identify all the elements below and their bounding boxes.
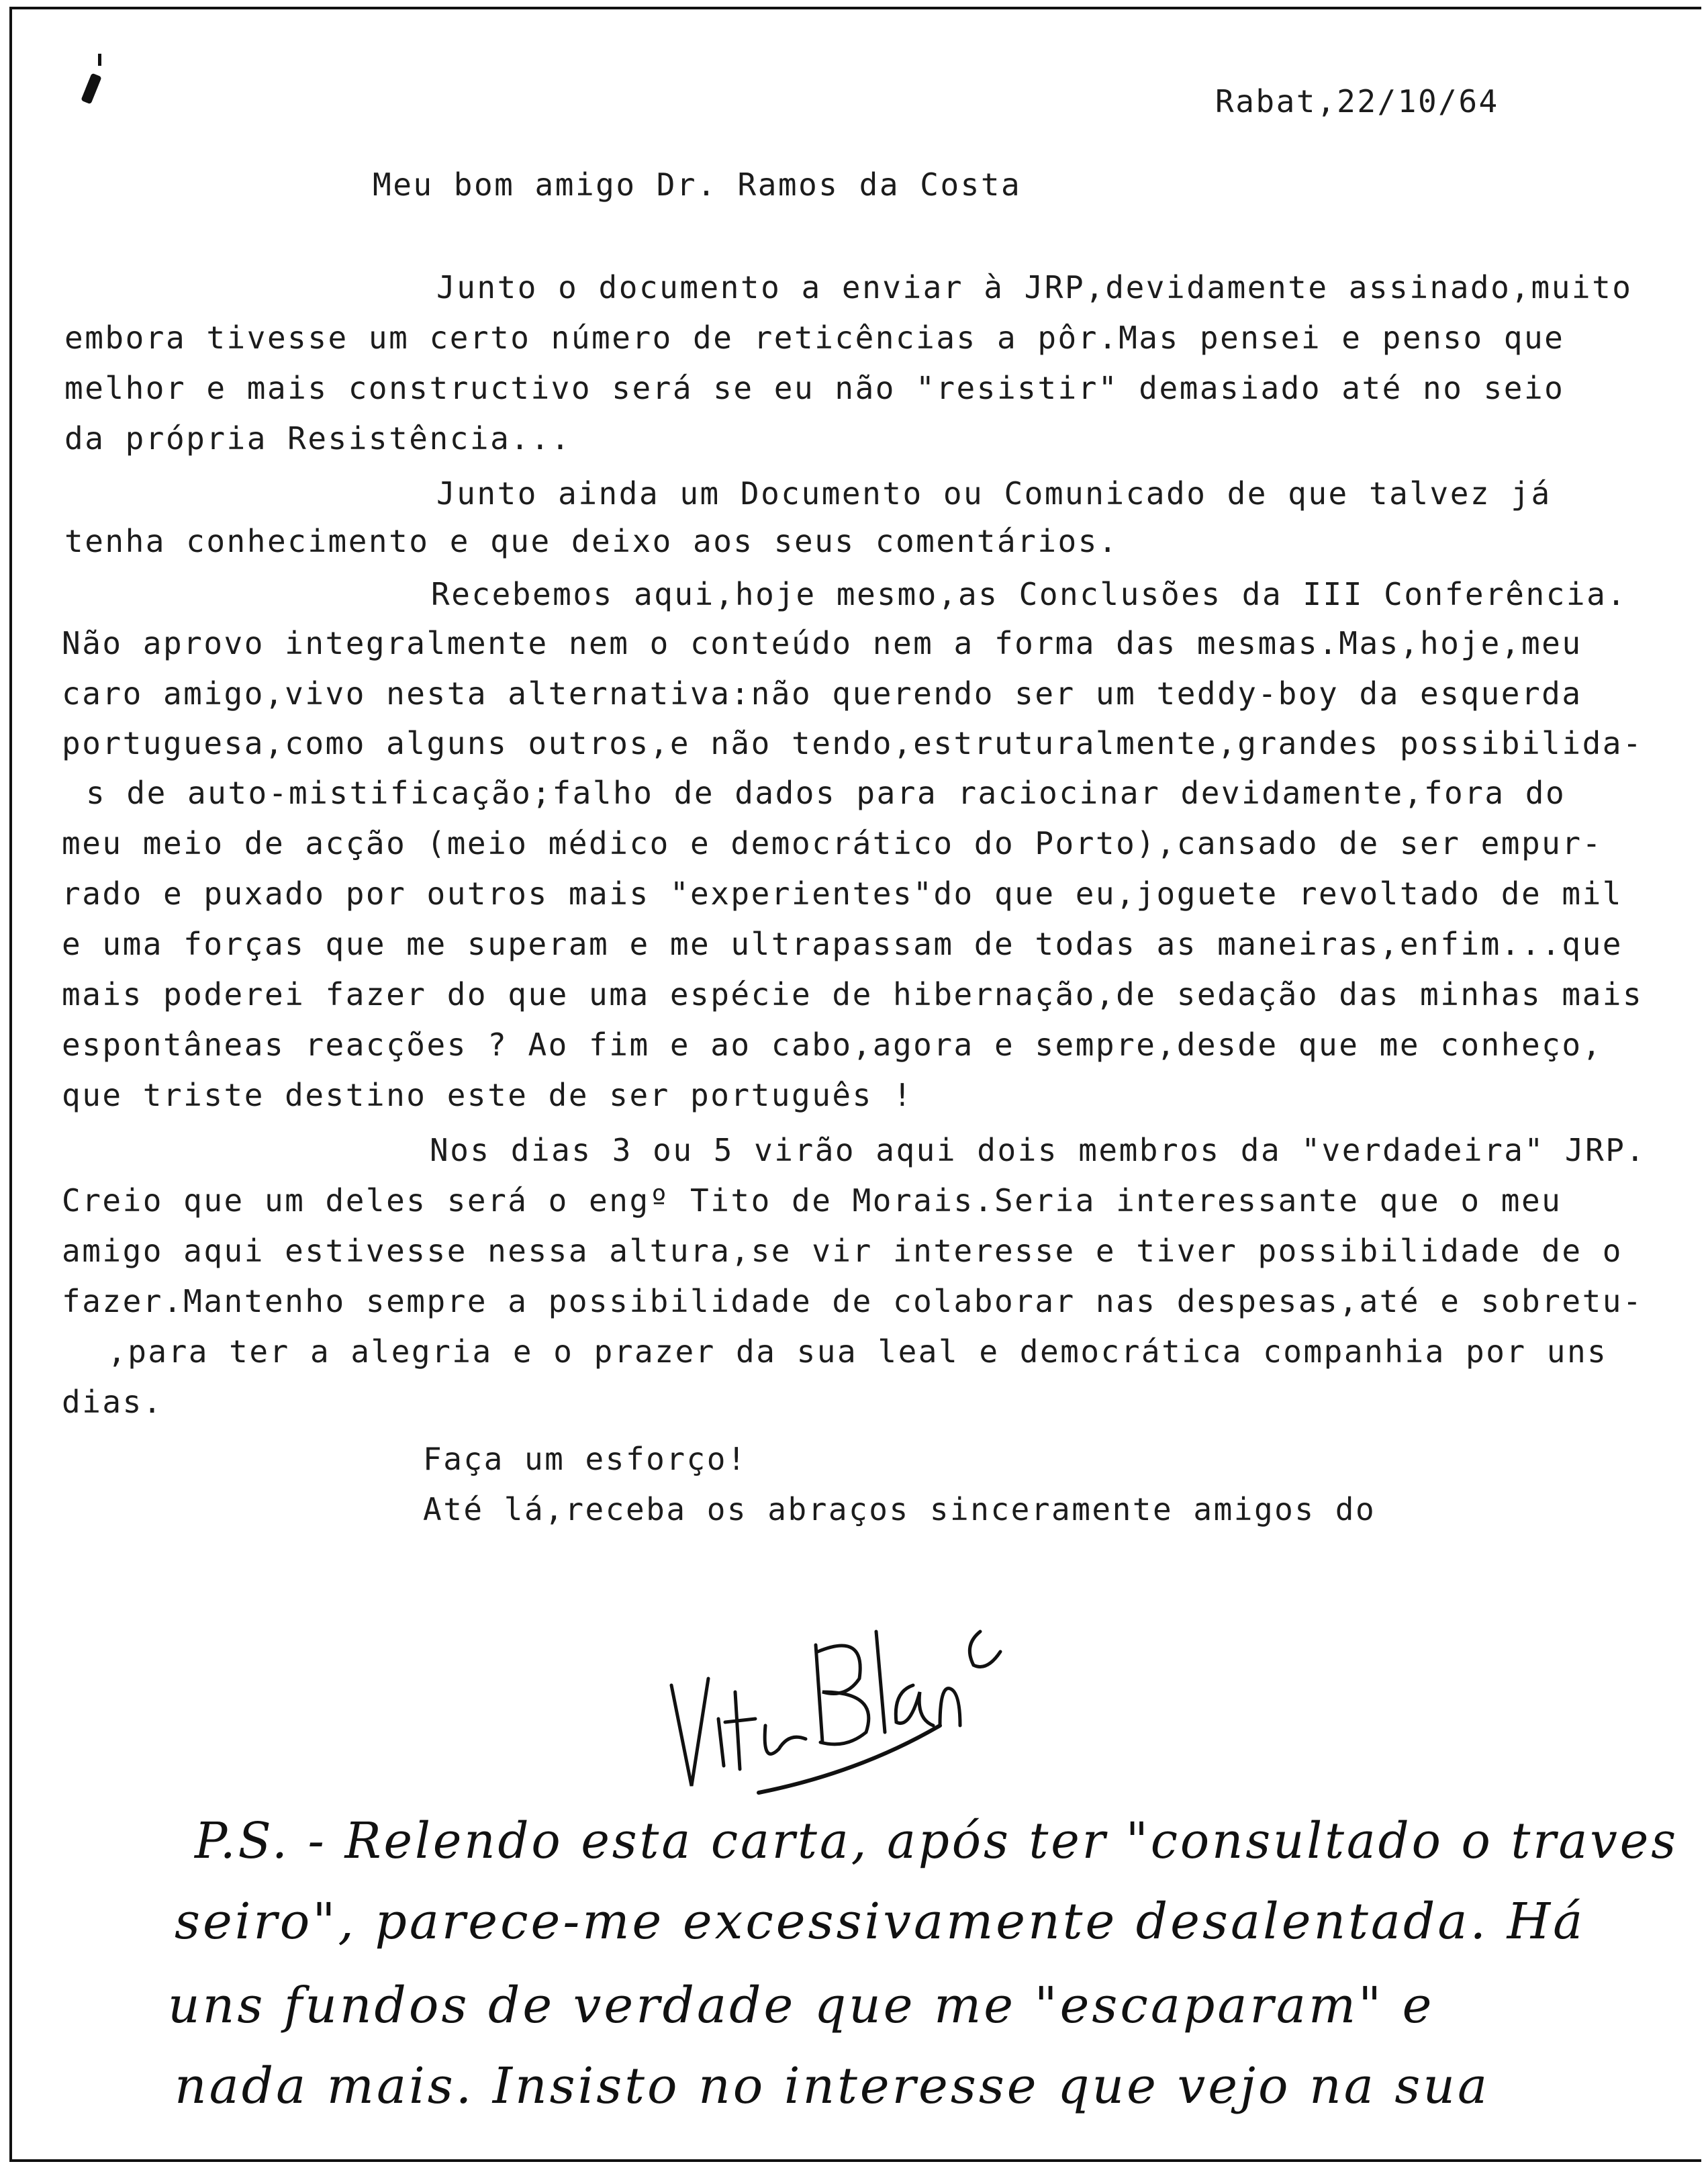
- body-line: tenha conhecimento e que deixo aos seus comentários.: [64, 523, 1119, 559]
- letter-salutation: Meu bom amigo Dr. Ramos da Costa: [373, 167, 1022, 203]
- body-line: Faça um esforço!: [423, 1441, 748, 1477]
- body-line: embora tivesse um certo número de reticências a pôr.Mas pensei e penso que: [64, 320, 1565, 356]
- body-line: portuguesa,como alguns outros,e não tendo,estruturalmente,grandes possibilida-: [62, 725, 1644, 761]
- body-line: e uma forças que me superam e me ultrapassam de todas as maneiras,enfim...que: [62, 926, 1623, 962]
- letter-date: Rabat,22/10/64: [1215, 83, 1499, 120]
- body-line: Junto o documento a enviar à JRP,devidamente assinado,muito: [436, 269, 1633, 305]
- body-line: fazer.Mantenho sempre a possibilidade de colaborar nas despesas,até e sobretu-: [62, 1283, 1644, 1319]
- body-line: Nos dias 3 ou 5 virão aqui dois membros da "verdadeira" JRP.: [430, 1132, 1646, 1168]
- body-line: caro amigo,vivo nesta alternativa:não querendo ser um teddy-boy da esquerda: [62, 675, 1582, 712]
- postscript-line: nada mais. Insisto no interesse que vejo na sua: [175, 2057, 1490, 2115]
- body-line: Não aprovo integralmente nem o conteúdo nem a forma das mesmas.Mas,hoje,meu: [62, 625, 1582, 661]
- page-border-left: [9, 7, 12, 2162]
- body-line: mais poderei fazer do que uma espécie de hibernação,de sedação das minhas mais: [62, 976, 1644, 1012]
- body-line: dias.: [62, 1384, 163, 1420]
- pen-mark: [81, 73, 101, 105]
- page-border-bottom: [9, 2159, 1701, 2162]
- body-line: Até lá,receba os abraços sinceramente amigos do: [423, 1491, 1376, 1527]
- postscript-line: uns fundos de verdade que me "escaparam" e: [168, 1977, 1435, 2034]
- body-line: amigo aqui estivesse nessa altura,se vir interesse e tiver possibilidade de o: [62, 1233, 1623, 1269]
- body-line: Creio que um deles será o engº Tito de Morais.Seria interessante que o meu: [62, 1182, 1562, 1219]
- body-line: melhor e mais constructivo será se eu não "resistir" demasiado até no seio: [64, 370, 1565, 406]
- postscript-line: seiro", parece-me excessivamente desalentada. Há: [175, 1893, 1586, 1950]
- body-line: ,para ter a alegria e o prazer da sua leal e democrática companhia por uns: [107, 1333, 1608, 1370]
- signature: [645, 1605, 1021, 1826]
- body-line: s de auto-mistificação;falho de dados para raciocinar devidamente,fora do: [86, 775, 1566, 811]
- postscript-line: P.S. - Relendo esta carta, após ter "consultado o traves: [195, 1812, 1679, 1870]
- body-line: Recebemos aqui,hoje mesmo,as Conclusões da III Conferência.: [431, 576, 1627, 612]
- pen-mark-dot: [98, 54, 101, 66]
- body-line: que triste destino este de ser português !: [62, 1077, 914, 1113]
- body-line: rado e puxado por outros mais "experientes"do que eu,joguete revoltado de mil: [62, 876, 1623, 912]
- body-line: espontâneas reacções ? Ao fim e ao cabo,agora e sempre,desde que me conheço,: [62, 1027, 1603, 1063]
- page-border-top: [9, 7, 1701, 9]
- body-line: Junto ainda um Documento ou Comunicado de que talvez já: [436, 475, 1552, 512]
- body-line: da própria Resistência...: [64, 420, 571, 457]
- body-line: meu meio de acção (meio médico e democrático do Porto),cansado de ser empur-: [62, 825, 1603, 861]
